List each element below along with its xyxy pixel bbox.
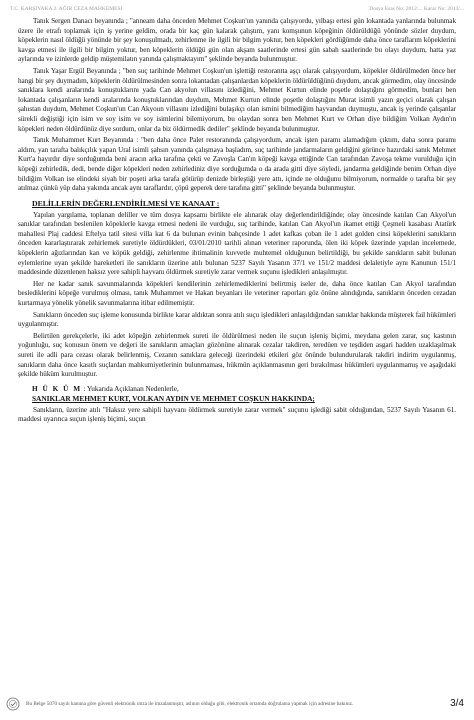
- header-left-text: T.C. KARŞIYAKA 2. AĞIR CEZA MAHKEMESİ: [10, 6, 123, 12]
- section-heading-evaluation: DELİLLERİN DEĞERLENDİRİLMESİ VE KANAAT :: [32, 198, 220, 208]
- defense-paragraph: Her ne kadar sanık savunmalarında köpekleri kendilerinin zehirlemediklerini belirtmiş iseler de, daha önce katılan Can Akyol tarafından beslediklerini köpeğe vurulmuş olması, tanık Muhammet ve Hakan beyanları ile veteriner raporları göz önüne alındığında, sanıkların önceden cezadan kurtarmaya yönelik yönelik savunmalarına itibar edilmemiştir.: [18, 279, 456, 308]
- e-signature-seal-icon: [6, 697, 20, 711]
- joint-perpetrator-paragraph: Sanıkların önceden suç işleme konusunda birlikte karar aldıktan sonra atılı suçu işledikleri anlaşıldığından sanıklar hakkında müşterek fail hükümleri uygulanmıştır.: [18, 310, 456, 329]
- witness-statement-yasar: Tanık Yaşar Ergül Beyanında ; "ben suç tarihinde Mehmet Coşkun'un işlettiği restorantta aşçı olarak çalışıyordum, köpekler öldürülmeden önce her hangi bir şey duymadım, köpeklerin öldürülmesinden sonra lokantadan çalışanlardan köpeklerin öldürüldüğünü duydum, ancak görmedim, olay öncesinde sanıklara kendi aralarında konuştuklarını yada Can akyolun villasını izlediğini, Mehmet Kurtun elinde poşetle dolaştığını görmedim, bunları ben lokantada çalışanların kendi aralarında konuştuklarından duydum, Mehmet Kurtun elinde poşetle dolaştığını Murat isimli yazın geçici olarak çalışan şahıstan duydum, Mehmet Coşkun'un Can Akyoun villasını izlediğini bulaşıkçı olan ismini bilmediğim hayvandan duymuştu, ancak iş yerinde çalışanlar sürekli değiştiği için isim ve soy isim ve soy isimlerini bilemiyorum, bu olaydan sonra ben Mehmet Kurt ve Orhan diye bildiğim Volkan Aydın'ın köpekleri neden öldürdünüz diye sordum, onlar da biz öldürmedik dediler" şeklinde beyanda bulunmuştur.: [18, 66, 456, 133]
- verdict-line: [32, 384, 456, 394]
- page-footer: [6, 697, 464, 715]
- verdict-title: H Ü K Ü M: [32, 383, 82, 393]
- final-paragraph: Sanıkların, üzerine atılı "Haksız yere sahipli hayvanı öldürmek suretiyle zarar vermek" suçunu işlediği sabit olduğundan, 5237 Sayılı Yasanın 61. maddesi uyarınca suçun işleniş biçimi, suçun: [18, 405, 456, 424]
- witness-statement-sergen: Tanık Sergen Danacı beyanında ; "anneam daha önceden Mehmet Coşkun'un yanında çalışıyordu, yılbaşı ertesi gün lokantada yanlarında bulunmak üzere ile etrafı toplamak için iş yerine geldim, orada bir kaç gün kalarak çalıştım, yanı komşunun köpeğinin öldürüldüğü yönünde sözler duydum, köpeklerin nasıl öldüğü yönünde bir şey konuşulmadı, zehirlenme ile ilgili bir bilgim yoktur, ben köpekleri gördüğümde daha önce taraflarım köpeklerini kavga etmesi ile ilgili bir bilgim yoktur, ben köpeklerin öldüğü gün olan akşam saatlerinde ertesi gün sabah saatlerinde bu olayı duydum, hatta yaz aylarında ve izinlerde geldip müştemilatın yanında çalışmaktayım" şeklinde beyanda bulunmuştur.: [18, 17, 456, 64]
- verdict-subtitle: : Yukarıda Açıklanan Nedenlerle,: [83, 383, 179, 393]
- page-number: 3/4: [450, 698, 464, 709]
- document-body: [18, 17, 456, 695]
- evaluation-paragraph: Yapılan yargılama, toplanan deliller ve tüm dosya kapsamı birlikte ele alınarak olay değerlendirildiğinde; olay öncesinde katılan Can Akyol'un sanıklar tarafından beslenilen köpeklerle kavga etmesi nedeni ile vurduğu, suç tarihinde, katılan Can Akyol'un ikamet ettiği Çeşmeli kasabası Atatürk mahallesi Plaj caddesi Eftelya tatil sitesi villa kat 6 da bulunan evinin bahçesinde 1 adet kafkas çoban ile 1 adet golden cinsi köpeklerini sanıkların önceden kararlaştırarak zehirlemek suretiyle öldürdükleri, 03/01/2010 tarihli alınan veteriner raporunda, ölen iki köpek üzerinde yapılan incelemede, köpeklerin ağızlarından kan ve köpük geldiği, zehirlenme ihtimalinin kuvvetle muhtemel olduğunun belirtildiği, bu şekilde sanıkların sabit bulunan eylemlerine uyan şekilde hareketleri ile sanıkların üzerine atılı bulunan 5237 Sayılı Yasanın 37/1 ve 151/2 maddesi delaletiyle aynı Kanunun 151/1 maddesinde düzenlenen haksız yere sahipli hayvanı öldürmek suretiyle zarar vermek suçunu işledikleri anlaşılmıştır.: [18, 210, 456, 277]
- header-right-text: Dosya Esas No: 2012/... Karar No: 2013/...: [369, 6, 464, 12]
- footer-notice: Bu Belge 5070 sayılı kanuna göre güvenli elektronik imza ile imzalanmıştır, aslının olduğu gibi, elektronik ortamda doğrulama yapmak için adresine bakınız.: [26, 701, 354, 707]
- defendants-subheading: SANIKLAR MEHMET KURT, VOLKAN AYDIN VE MEHMET COŞKUN HAKKINDA;: [32, 393, 315, 403]
- sentencing-reason-paragraph: Belirtilen gerekçelerle, iki adet köpeğin zehirlenmek sureti ile öldürülmesi neden ile suçun işleniş biçimi, meydana gelen zarar, suç kastının yoğunluğu, suç konusun önem ve değeri ile sanıkların amaçları gözönüne alınarak cezalar takdiren, teredüen ve teşdiden asgari hadden uzaklaşılmak sureti ile adli para cezası olarak belirlenmiş, Cezanın sanıklara geleceği üzerindeki etkileri göz önünde bulundurularak takdiri indirim uygulanmış, sanıkların daha önce kasıtlı suçlardan mahkumiyetlerinin bulunmaması, hükmün açıklanmasının geri bırakılması hükümleri uygulanmamış ve aşağıdaki şekilde hüküm kurulmuştur.: [18, 331, 456, 379]
- witness-statement-muhammet: Tanık Muhammet Kurt Beyanında : "ben daha önce Palet restoranında çalışıyordum, ancak işten paramı alamadığım çıktım, daha sonra paramı aldım, yan tarafta balıkçılık yapan Ural isimli şahsın yanında çalışmaya başladım, suç tarihinde jandarmaların geldiğini görünce hazırdaki sanık Mehmet Kurt'a hayırdır diye sorduğumda beni aracın arka tarafına çekti ve Zavoşla Can'ın köpeği kavga ettiğinde Can tarafından Zavoşa tekme vurulduğu için köpeği zehirledik, dedi, bende diğer köpekleri neden zehirlediniz diye sorduğumda o da arada gitti diye söyledi, jandarma geldiğinde benim Orhan diye bildiğim Volkan ise elindeki siyah bir poşeti arka tarafa götürüp denizde birleştiği yere attı, içinde ne olduğunu bilmiyorum, normalde o tarafta bir şey atılmaz çünkü yüp daha yakında ancak aynı taraflardır, çöpü geperek dere tarafına gitti" şeklinde beyanda bulunmuştur.: [18, 136, 456, 193]
- page-header: [10, 5, 464, 13]
